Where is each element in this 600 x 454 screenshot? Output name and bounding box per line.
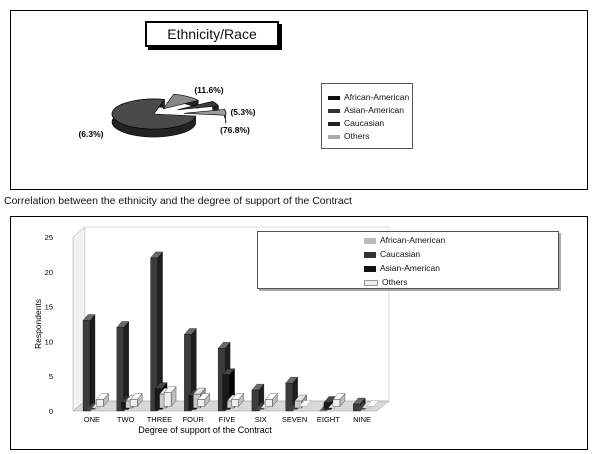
legend-swatch — [364, 238, 376, 244]
legend-swatch — [328, 135, 340, 139]
x-tick-label: TWO — [116, 415, 135, 424]
legend-label: Caucasian — [380, 249, 421, 259]
y-axis-label: Respondents — [33, 298, 43, 350]
pie-title: Ethnicity/Race — [145, 21, 279, 47]
bar — [83, 315, 95, 411]
bar-legend-item — [364, 263, 440, 273]
legend-swatch — [328, 122, 340, 126]
chart-caption: Correlation between the ethnicity and the degree of support of the Contract — [4, 195, 352, 207]
x-tick-label: FIVE — [218, 415, 236, 424]
legend-swatch — [364, 280, 378, 286]
pie-slice — [112, 99, 196, 137]
bar-legend-item — [364, 235, 445, 245]
legend-label: Others — [382, 277, 408, 287]
legend-label: African-American — [344, 92, 410, 102]
bar-legend-item — [364, 249, 420, 259]
pie-legend — [321, 83, 413, 149]
bar-legend-item — [364, 277, 408, 287]
legend-label: Asian-American — [344, 105, 404, 115]
x-tick-label: NINE — [353, 415, 372, 424]
x-tick-label: FOUR — [182, 415, 204, 424]
pie-slice-label: (11.6%) — [194, 85, 224, 95]
y-tick-label: 20 — [44, 267, 53, 277]
x-tick-label: SEVEN — [281, 415, 308, 424]
correlation-bar-panel — [10, 216, 588, 450]
legend-label: African-American — [380, 235, 446, 245]
legend-label: Caucasian — [344, 118, 385, 128]
ethnicity-pie-chart — [11, 11, 311, 189]
x-tick-label: THREE — [146, 415, 173, 424]
x-tick-label: SIX — [254, 415, 267, 424]
x-tick-label: ONE — [83, 415, 101, 424]
y-tick-label: 5 — [48, 372, 53, 382]
pie-slice-label: (5.3%) — [230, 107, 256, 117]
pie-slice-label: (6.3%) — [78, 129, 104, 139]
legend-swatch — [364, 252, 376, 258]
legend-swatch — [364, 266, 376, 272]
legend-swatch — [328, 96, 340, 100]
y-tick-label: 25 — [44, 233, 53, 242]
bar-legend — [257, 231, 559, 289]
y-tick-label: 0 — [48, 407, 53, 416]
pie-legend-item — [328, 118, 384, 128]
x-axis-label: Degree of support of the Contract — [138, 425, 272, 435]
pie-legend-item — [328, 92, 409, 102]
y-tick-label: 10 — [44, 337, 53, 347]
pie-slice-label: (76.8%) — [220, 125, 250, 135]
pie-legend-item — [328, 131, 370, 141]
legend-label: Others — [344, 131, 370, 141]
pie-legend-item — [328, 105, 404, 115]
legend-swatch — [328, 109, 340, 113]
ethnicity-pie-panel — [10, 10, 588, 190]
legend-label: Asian-American — [380, 263, 440, 273]
x-tick-label: EIGHT — [316, 415, 340, 424]
y-tick-label: 15 — [44, 302, 53, 312]
